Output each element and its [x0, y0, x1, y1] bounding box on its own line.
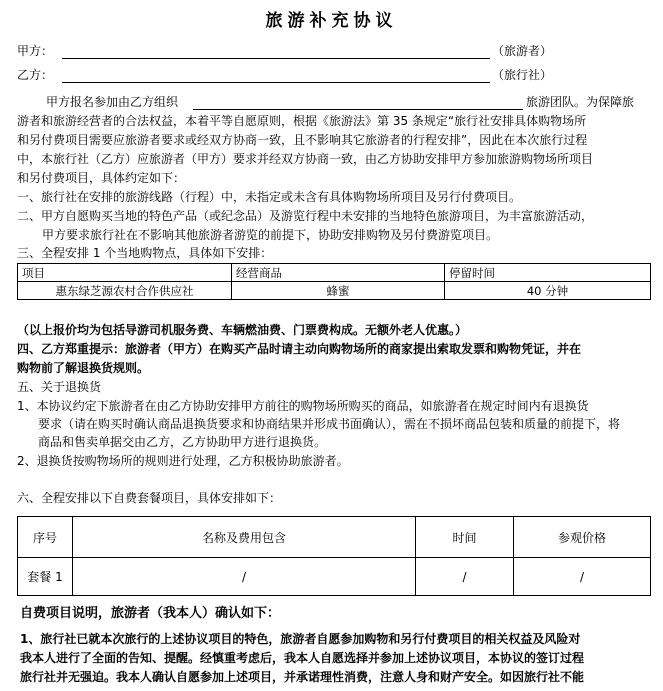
intro-suffix: 旅游团队。为保障旅 [526, 95, 635, 109]
page-title: 旅游补充协议 [265, 11, 398, 31]
party-b-role: （旅行社） [492, 68, 553, 82]
table-cell: / [416, 558, 514, 596]
clause-5: 五、关于退换货 [17, 380, 102, 394]
package-table [17, 516, 651, 596]
table-cell: / [514, 558, 651, 596]
table-header: 经营商品 [232, 264, 445, 282]
table-row [18, 558, 651, 596]
intro-line: 和另付费项目，具体约定如下： [17, 171, 186, 185]
party-a-label: 甲方： [17, 44, 54, 58]
party-b-field[interactable] [62, 68, 490, 83]
table-header: 序号 [18, 517, 73, 558]
clause-4-line-2: 购物前了解退换货规则。 [17, 361, 150, 375]
table-header: 时间 [416, 517, 514, 558]
table-header: 参观价格 [514, 517, 651, 558]
clause-4-line-1: 四、乙方郑重提示：旅游者（甲方）在购买产品时请主动向购物场所的商家提出索取发票和购物凭证，并在 [17, 342, 582, 356]
clause-5-1-line-2: 要求（请在购买时确认商品退换货要求和协商结果并形成书面确认），需在不损坏商品包装和质量的前提下，将 [38, 417, 621, 431]
party-a-field[interactable] [62, 44, 490, 59]
self-pay-heading: 自费项目说明，旅游者（我本人）确认如下： [20, 606, 281, 621]
price-note: （以上报价均为包括导游司机服务费、车辆燃油费、门票费构成。无额外老人优惠。） [17, 323, 468, 337]
clause-1: 一、旅行社在安排的旅游线路（行程）中，未指定或未含有具体购物场所项目及另行付费项目。 [17, 190, 522, 204]
self-pay-line: 1、旅行社已就本次旅行的上述协议项目的特色，旅游者自愿参加购物和另行付费项目的相关权益及风险对 [20, 632, 581, 646]
table-header-row [18, 517, 651, 558]
intro-line: 游者和旅游经营者的合法权益，本着平等自愿原则，根据《旅游法》第 35 条规定“旅行社安排具体购物场所 [17, 114, 587, 128]
clause-2-line-1: 二、甲方自愿购买当地的特色产品（或纪念品）及游览行程中未安排的当地特色旅游项目，为丰富旅游活动， [17, 209, 594, 223]
table-cell: 40 分钟 [445, 282, 651, 300]
table-header-row [18, 264, 651, 282]
tour-group-field[interactable] [193, 95, 523, 110]
table-cell: 套餐 1 [18, 558, 73, 596]
table-cell: 蜂蜜 [232, 282, 445, 300]
table-row [18, 282, 651, 300]
shop-table [17, 263, 651, 300]
table-header: 项目 [18, 264, 232, 282]
table-header: 停留时间 [445, 264, 651, 282]
party-b-label: 乙方： [17, 68, 54, 82]
clause-5-2: 2、退换货按购物场所的规则进行处理，乙方积极协助旅游者。 [17, 454, 349, 468]
clause-6: 六、全程安排以下自费套餐项目，具体安排如下： [17, 491, 282, 505]
table-cell: / [73, 558, 416, 596]
self-pay-line: 旅行社并无强迫。我本人确认自愿参加上述项目，并承诺理性消费，注意人身和财产安全。如因旅行社不能 [20, 670, 585, 684]
clause-3: 三、全程安排 1 个当地购物点，具体如下安排： [17, 246, 273, 260]
table-cell: 惠东绿芝源农村合作供应社 [18, 282, 232, 300]
clause-5-1-line-3: 商品和售卖单据交由乙方，乙方协助甲方进行退换货。 [38, 435, 327, 449]
clause-5-1-line-1: 1、本协议约定下旅游者在由乙方协助安排甲方前往的购物场所购买的商品，如旅游者在规定时间内有退换货 [17, 399, 589, 413]
intro-line: 中，本旅行社（乙方）应旅游者（甲方）要求并经双方协商一致，由乙方协助安排甲方参加旅游购物场所项目 [17, 152, 594, 166]
self-pay-line: 我本人进行了全面的告知、提醒。经慎重考虑后，我本人自愿选择并参加上述协议项目，本协议的签订过程 [20, 651, 585, 665]
intro-line: 和另付费项目需要应旅游者要求或经双方协商一致，且不影响其它旅游者的行程安排”，因此在本次旅行过程 [17, 133, 588, 147]
table-header: 名称及费用包含 [73, 517, 416, 558]
party-a-role: （旅游者） [492, 44, 553, 58]
clause-2-line-2: 甲方要求旅行社在不影响其他旅游者游览的前提下，协助安排购物及另付费游览项目。 [42, 228, 499, 242]
intro-prefix: 甲方报名参加由乙方组织 [46, 95, 179, 109]
